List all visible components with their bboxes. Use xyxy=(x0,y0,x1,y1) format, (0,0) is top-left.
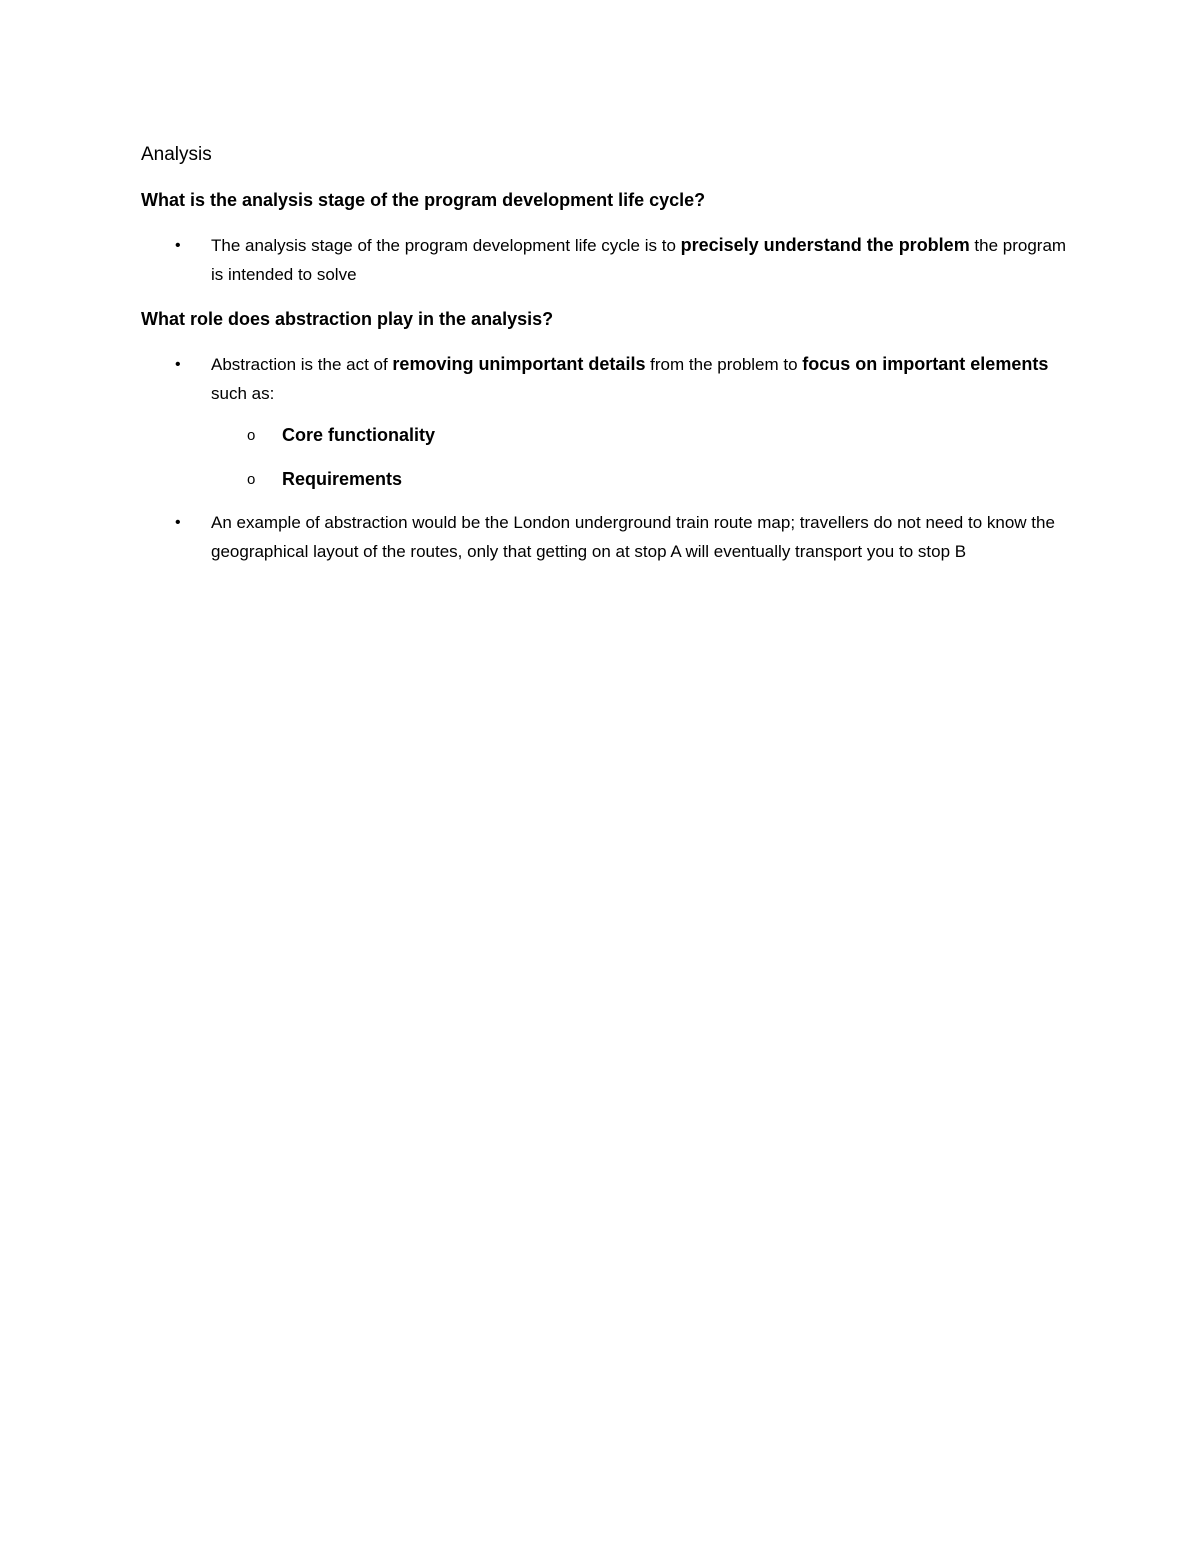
circle-bullet-icon: o xyxy=(247,427,256,444)
sub-list-item-text: Core functionality xyxy=(282,425,436,445)
list-item-text: An example of abstraction would be the London underground train route map; travellers do not need to know the geographical layout of the routes, only that getting on at stop A will eventually transport you to stop B xyxy=(211,513,1055,561)
list-item xyxy=(141,231,1071,289)
section-title: Analysis xyxy=(141,144,212,165)
question-abstraction-role: What role does abstraction play in the analysis? xyxy=(141,309,554,329)
list-item xyxy=(141,350,1071,494)
list-item-text: Abstraction is the act of xyxy=(211,355,393,374)
list-item-emphasis: precisely understand the problem xyxy=(680,235,970,255)
document-content xyxy=(141,143,1071,584)
bullet-icon: • xyxy=(175,237,181,254)
sub-bullet-list xyxy=(211,420,1071,494)
bullet-icon: • xyxy=(175,514,181,531)
list-item-text: The analysis stage of the program development life cycle is to xyxy=(211,236,681,255)
list-item-emphasis: focus on important elements xyxy=(802,354,1049,374)
circle-bullet-icon: o xyxy=(247,471,256,488)
sub-list-item-text: Requirements xyxy=(282,469,403,489)
list-item xyxy=(141,508,1071,566)
list-item-text: the program is intended to solve xyxy=(211,236,1067,284)
sub-list-item xyxy=(211,464,1071,494)
bullet-list-analysis-stage xyxy=(141,231,1071,289)
question-analysis-stage: What is the analysis stage of the program development life cycle? xyxy=(141,190,706,210)
list-item-text: such as: xyxy=(211,384,275,403)
list-item-emphasis: removing unimportant details xyxy=(392,354,646,374)
bullet-list-abstraction xyxy=(141,350,1071,566)
list-item-text: from the problem to xyxy=(645,355,803,374)
bullet-icon: • xyxy=(175,356,181,373)
sub-list-item xyxy=(211,420,1071,450)
